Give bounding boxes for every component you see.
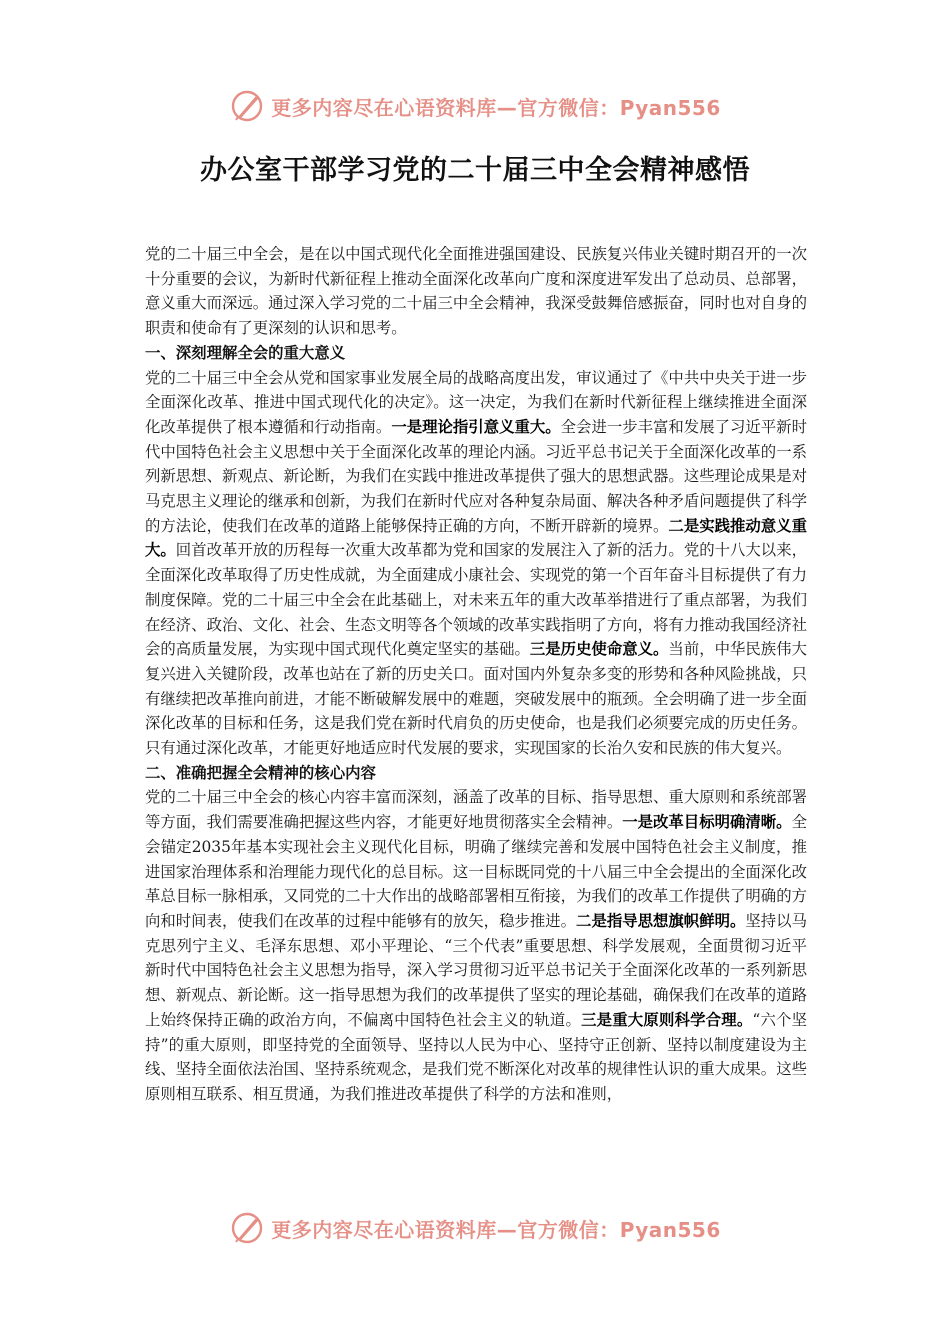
section1-point-3: 三是历史使命意义。 bbox=[529, 640, 669, 659]
intro-paragraph: 党的二十届三中全会，是在以中国式现代化全面推进强国建设、民族复兴伟业关键时期召开的一次十分重要的会议，为新时代新征程上推动全面深化改革向广度和深度进军发出了总动员、总部署，意义重大而深远。通过深入学习党的二十届三中全会精神，我深受鼓舞倍感振奋，同时也对自身的职责和使命有了更深刻的认识和思考。 bbox=[145, 245, 807, 338]
section1-text-3: 回首改革开放的历程每一次重大改革都为党和国家的发展注入了新的活力。党的十八大以来，全面深化改革取得了历史性成就，为全面建成小康社会、实现党的第一个百年奋斗目标提供了有力制度保障。党的二十届三中全会在此基础上，对未来五年的重大改革举措进行了重点部署，为我们在经济、政治、文化、社会、生态文明等各个领域的改革实践指明了方向，将有力推动我国经济社会的高质量发展，为实现中国式现代化奠定坚实的基础。 bbox=[145, 541, 807, 659]
watermark-banner-top bbox=[225, 86, 725, 126]
section1-paragraph bbox=[145, 366, 807, 761]
section1-text-1: 党的二十届三中全会从党和国家事业发展全局的战略高度出发，审议通过了《中共中央关于进一步全面深化改革、推进中国式现代化的决定》。这一决定，为我们在新时代新征程上继续推进全面深化改革提供了根本遵循和行动指南。 bbox=[145, 368, 807, 436]
section-heading-1: 一、深刻理解全会的重大意义 bbox=[145, 343, 346, 362]
section2-paragraph bbox=[145, 785, 807, 1106]
section2-text-1: 党的二十届三中全会的核心内容丰富而深刻，涵盖了改革的目标、指导思想、重大原则和系统部署等方面，我们需要准确把握这些内容，才能更好地贯彻落实全会精神。 bbox=[145, 788, 807, 832]
watermark-text-top: 更多内容尽在心语资料库—官方微信：Pyan556 bbox=[271, 95, 721, 120]
section2-text-2: 全会锚定2035年基本实现社会主义现代化目标，明确了继续完善和发展中国特色社会主义制度，推进国家治理体系和治理能力现代化的总目标。这一目标既同党的十八届三中全会提出的全面深化改革总目标一脉相承，又同党的二十大作出的战略部署相互衔接，为我们的改革工作提供了明确的方向和时间表，使我们在改革的过程中能够有的放矢，稳步推进。 bbox=[145, 813, 807, 930]
quill-logo-icon bbox=[229, 1210, 265, 1246]
watermark-banner-bottom bbox=[225, 1208, 725, 1248]
quill-logo-icon bbox=[229, 88, 265, 124]
section1-point-1: 一是理论指引意义重大。 bbox=[391, 417, 561, 436]
section2-text-4: “六个坚持”的重大原则，即坚持党的全面领导、坚持以人民为中心、坚持守正创新、坚持以制度建设为主线、坚持全面依法治国、坚持系统观念，是我们党不断深化对改革的规律性认识的重大成果。这些原则相互联系、相互贯通，为我们推进改革提供了科学的方法和准则， bbox=[145, 1010, 807, 1103]
document-title: 办公室干部学习党的二十届三中全会精神感悟 bbox=[200, 155, 750, 186]
section2-point-1: 一是改革目标明确清晰。 bbox=[622, 813, 792, 832]
section1-text-2: 全会进一步丰富和发展了习近平新时代中国特色社会主义思想中关于全面深化改革的理论内涵。习近平总书记关于全面深化改革的一系列新思想、新观点、新论断，为我们在实践中推进改革提供了强大的思想武器。这些理论成果是对马克思主义理论的继承和创新，为我们在新时代应对各种复杂局面、解决各种矛盾问题提供了科学的方法论，使我们在改革的道路上能够保持正确的方向，不断开辟新的境界。 bbox=[145, 417, 807, 535]
document-body bbox=[145, 242, 807, 1107]
section2-text-3: 坚持以马克思列宁主义、毛泽东思想、邓小平理论、“三个代表”重要思想、科学发展观，全面贯彻习近平新时代中国特色社会主义思想为指导，深入学习贯彻习近平总书记关于全面深化改革的一系列新思想、新观点、新论断。这一指导思想为我们的改革提供了坚实的理论基础，确保我们在改革的道路上始终保持正确的政治方向，不偏离中国特色社会主义的轨道。 bbox=[145, 911, 807, 1029]
section2-point-3: 三是重大原则科学合理。 bbox=[581, 1010, 753, 1029]
section2-point-2: 二是指导思想旗帜鲜明。 bbox=[576, 911, 746, 930]
section1-point-2: 二是实践推动意义重大。 bbox=[145, 516, 807, 560]
section-heading-2: 二、准确把握全会精神的核心内容 bbox=[145, 763, 376, 782]
section1-text-4: 当前，中华民族伟大复兴进入关键阶段，改革也站在了新的历史关口。面对国内外复杂多变的形势和各种风险挑战，只有继续把改革推向前进，才能不断破解发展中的难题，突破发展中的瓶颈。全会明确了进一步全面深化改革的目标和任务，这是我们党在新时代肩负的历史使命，也是我们必须要完成的历史任务。只有通过深化改革，才能更好地适应时代发展的要求，实现国家的长治久安和民族的伟大复兴。 bbox=[145, 640, 807, 758]
watermark-text-bottom: 更多内容尽在心语资料库—官方微信：Pyan556 bbox=[271, 1217, 721, 1242]
